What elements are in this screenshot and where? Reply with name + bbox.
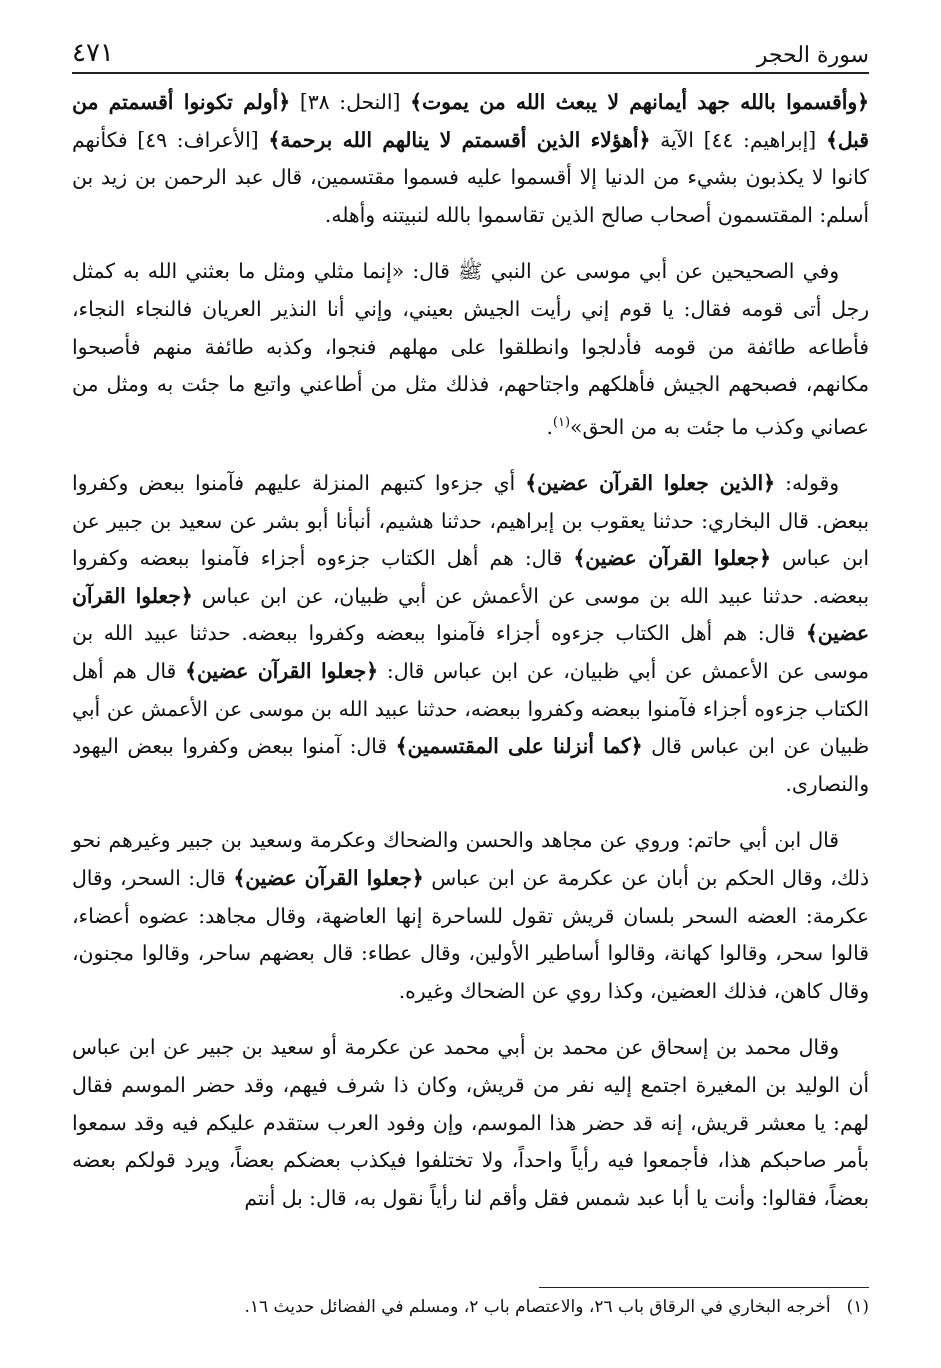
text-span: قال هم أهل الكتاب جزءوه أجزاء فآمنوا ببعضه وكفروا ببعضه، حدثنا عبيد الله بن موسى عن الأعمش عن أبي ظبيان عن ابن عباس قال (72, 659, 870, 759)
paragraph-1 (72, 84, 869, 234)
text-span: قال ابن أبي حاتم: وروي عن مجاهد والحسن والضحاك وعكرمة وسعيد بن جبير وغيرهم نحو ذلك، وقال الحكم بن أبان عن عكرمة عن ابن عباس (72, 828, 870, 891)
text-span: [النحل: ٣٨] (290, 90, 411, 114)
chapter-title: سورة الحجر (756, 43, 869, 68)
page-header (72, 30, 869, 74)
page-number: ٤٧١ (72, 38, 114, 68)
footnote-text: أخرجه البخاري في الرقاق باب ٢٦، والاعتصام باب ٢، ومسلم في الفضائل حديث ١٦. (244, 1297, 831, 1317)
text-span: وقال محمد بن إسحاق عن محمد بن أبي محمد عن عكرمة أو سعيد بن جبير عن ابن عباس أن الوليد بن المغيرة اجتمع إليه نفر من قريش، وكان ذا شرف فيهم، وقد حضر الموسم فقال لهم: يا معشر قريش، إنه قد حضر هذا الموسم، وإن وفود العرب ستقدم عليكم فيه وقد سمعوا بأمر صاحبكم هذا، فأجمعوا فيه رأياً واحداً، ولا تختلفوا فيكذب بعضكم بعضاً، ويرد قولكم بعضه بعضاً، فقالوا: وأنت يا أبا عبد شمس فقل وأقم لنا رأياً نقول به، قال: بل أنتم (72, 1035, 869, 1210)
text-span: [الأعراف: ٤٩] فكأنهم كانوا لا يكذبون بشيء من الدنيا إلا أقسموا عليه فسموا مقتسمين، قال عبد الرحمن بن زيد بن أسلم: المقتسمون أصحاب صالح الذين تقاسموا بالله لنبيتنه وأهله. (72, 127, 869, 227)
main-text (72, 84, 869, 1236)
text-span: أي جزءوا كتبهم المنزلة عليهم فآمنوا ببعض وكفروا ببعض. قال البخاري: حدثنا يعقوب بن إبراهيم، حدثنا هشيم، أنبأنا أبو بشر عن سعيد بن جبير عن ابن عباس (72, 471, 870, 571)
paragraph-2 (72, 253, 869, 446)
footnote-divider (539, 1287, 869, 1288)
paragraph-5 (72, 1029, 869, 1217)
text-span: قال: السحر، وقال عكرمة: العضه السحر بلسان قريش تقول للساحرة إنها العاضهة، وقال مجاهد: عضوه أعضاء، قالوا سحر، وقالوا كهانة، وقالوا أساطير الأولين، وقال عطاء: قال بعضهم ساحر، وقالوا مجنون، وقال كاهن، فذلك العضين، وكذا روي عن الضحاك وغيره. (72, 866, 869, 1003)
text-span: وقوله: (775, 471, 839, 496)
text-span: قال: آمنوا ببعض وكفروا ببعض اليهود والنصارى. (72, 734, 869, 796)
text-span: وفي الصحيحين عن أبي موسى عن النبي ﷺ قال: «إنما مثلي ومثل ما بعثني الله به كمثل رجل أتى قومه فقال: يا قوم إني رأيت الجيش بعيني، وإني أنا النذير العريان فالنجاء النجاء، فأطاعه طائفة من قومه فأدلجوا وانطلقوا على مهلهم فنجوا، وكذبه طائفة منهم فأصبحوا مكانهم، فصبحهم الجيش فأهلكهم واجتاحهم، فذلك مثل من أطاعني واتبع ما جئت به ومثل من عصاني وكذب ما جئت به من الحق» (72, 259, 869, 439)
quran-verse: ﴿وأقسموا بالله جهد أيمانهم لا يبعث الله من يموت﴾ (410, 90, 870, 114)
quran-verse: ﴿كما أنزلنا على المقتسمين﴾ (395, 734, 643, 759)
quran-verse: ﴿جعلوا القرآن عضين﴾ (185, 659, 379, 684)
footnote (72, 1293, 869, 1321)
footnote-number: (١) (846, 1297, 869, 1317)
quran-verse: ﴿جعلوا القرآن عضين﴾ (233, 866, 424, 891)
quran-verse: ﴿أهؤلاء الذين أقسمتم لا ينالهم الله برحمة﴾ (268, 127, 651, 152)
text-span: قال: هم أهل الكتاب جزءوه أجزاء فآمنوا ببعضه وكفروا ببعضه. حدثنا عبيد الله بن موسى عن الأعمش عن أبي ظبيان، عن ابن عباس قال: (72, 621, 870, 684)
quran-verse: ﴿جعلوا القرآن عضين﴾ (72, 583, 869, 646)
quran-verse: ﴿الذين جعلوا القرآن عضين﴾ (525, 471, 776, 496)
quran-verse: ﴿أولم تكونوا أقسمتم من قبل﴾ (72, 90, 869, 152)
paragraph-4 (72, 822, 869, 1010)
quran-verse: ﴿جعلوا القرآن عضين﴾ (573, 546, 771, 571)
text-span: . (546, 414, 553, 439)
paragraph-3 (72, 465, 869, 803)
footnote-reference: (١) (552, 414, 571, 430)
text-span: قال: هم أهل الكتاب جزءوه أجزاء فآمنوا ببعضه وكفروا ببعضه. حدثنا عبيد الله بن موسى عن الأعمش عن أبي ظبيان، عن ابن عباس (72, 546, 869, 608)
text-span: [إبراهيم: ٤٤] الآية (650, 127, 826, 152)
